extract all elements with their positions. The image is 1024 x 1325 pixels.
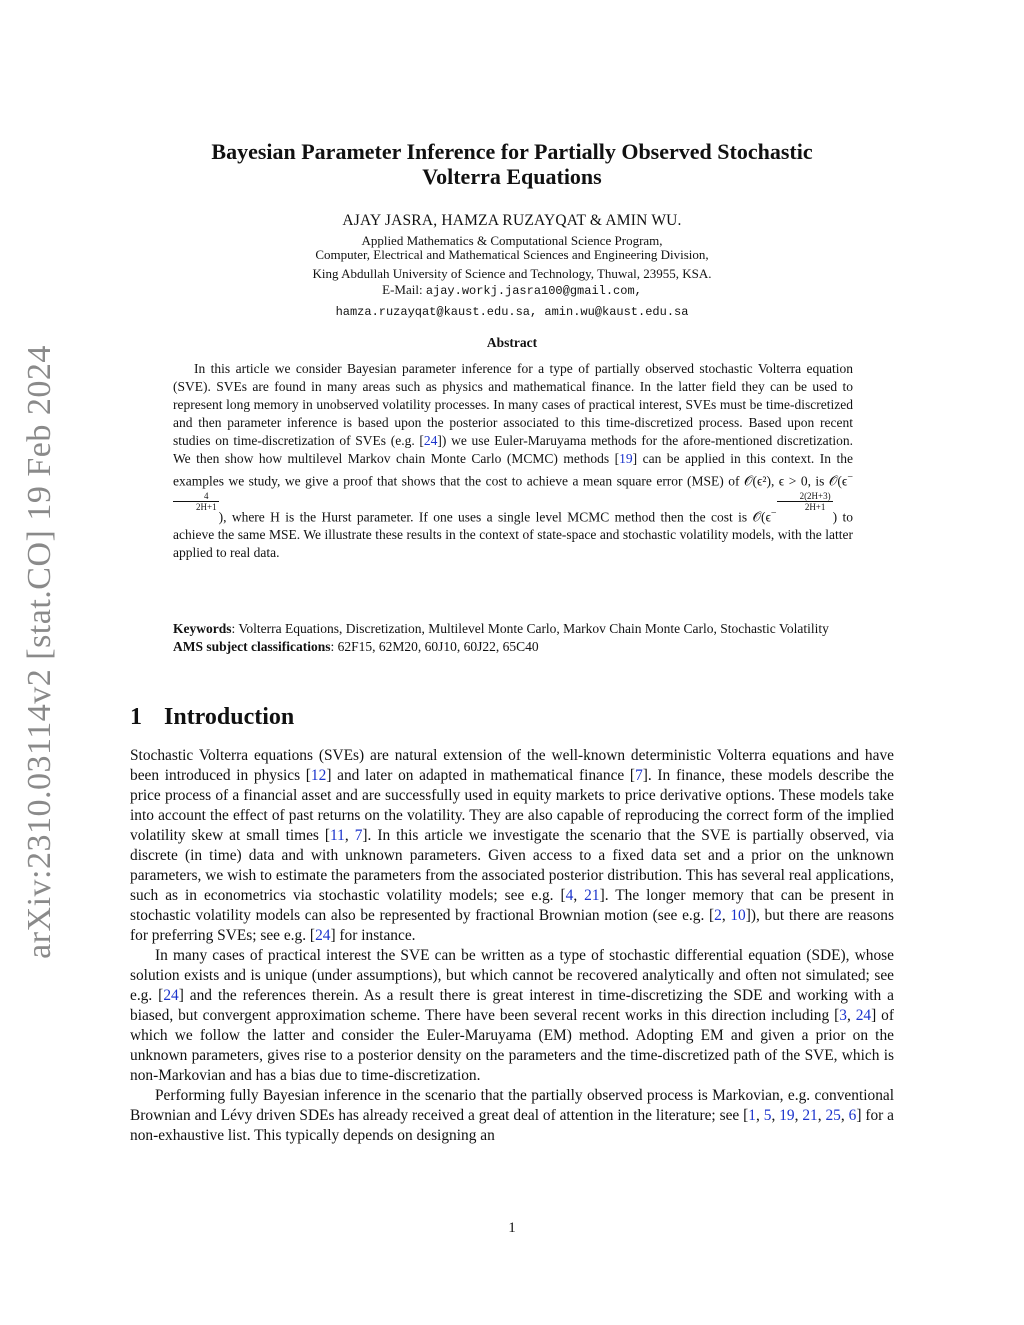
arxiv-stamp [10, 345, 70, 959]
email-label: E-Mail: [382, 282, 423, 297]
body-text: ] and later on adapted in mathematical finance [ [326, 767, 636, 784]
exponent-fraction [777, 491, 833, 512]
citation-link[interactable]: 25 [825, 1107, 841, 1124]
citation-link[interactable]: 24 [315, 927, 331, 944]
abstract-text: ]) we use Euler-Maruyama methods for the afore-mentioned discretization. We then show how multilevel Markov chain Monte Carlo (MCMC) methods [ [173, 433, 853, 466]
page-number: 1 [508, 1220, 516, 1236]
body-text: ] for a non-exhaustive list. This typically depends on designing an [130, 1107, 894, 1144]
citation-link[interactable]: 24 [423, 433, 438, 448]
citation-link[interactable]: 19 [779, 1107, 795, 1124]
keywords-text: : Volterra Equations, Discretization, Multilevel Monte Carlo, Markov Chain Monte Carlo, Stochastic Volatility [231, 621, 829, 636]
citation-link[interactable]: 11 [330, 827, 345, 844]
title-line-1: Bayesian Parameter Inference for Partially Observed Stochastic [211, 139, 813, 164]
citation-link[interactable]: 2 [714, 907, 722, 924]
fraction-numerator: 2(2H+3) [777, 491, 833, 502]
section-heading [130, 704, 294, 731]
ams-line [173, 638, 853, 656]
citation-link[interactable]: 4 [565, 887, 574, 904]
abstract-body: In this article we consider Bayesian parameter inference for a type of partially observed stochastic Volterra equation (SVE). SVEs are found in many areas such as physics and mathematical finance. In the latter field they can be used to represent long memory in unobserved volatility processes. In many cases of practical interest, SVEs must be time-discretized and then parameter inference is based upon the posterior associated to this time-discretized process. Based upon recent studies on time-discretization of SVEs (e.g. [24]) we use Euler-Maruyama methods for the afore-mentioned discretization. We then show how multilevel Markov chain Monte Carlo (MCMC) methods [19] can be applied in this context. In the examples we study, we give a proof that shows that the cost to achieve a mean square error (MSE) of 𝒪(ϵ²), ϵ > 0, is $𝒪(\epsilon^{- \frac{4}{2H+1}}$ ), where H is the Hurst parameter. If one uses a single level MCMC method then the cost is $𝒪(\epsilon^{- \frac{2(2H+3)}{2H+1}}$ ) to achieve the same MSE. We illustrate these results in the context of state-space and stochastic volatility models, with the latter applied to real data. [173, 361, 854, 560]
affiliation-line-3: King Abdullah University of Science and Technology, Thuwal, 23955, KSA. [312, 266, 712, 281]
citation-link[interactable]: 5 [763, 1107, 772, 1124]
abstract-text: ] can be applied in this context. In the examples we study, we give a proof that shows that the cost to achieve a mean square error (MSE) of 𝒪(ϵ²), ϵ > 0, is 𝒪(ϵ [173, 451, 853, 489]
paragraph: Performing fully Bayesian inference in the scenario that the partially observed process is Markovian, e.g. conventional Brownian and Lévy driven SDEs has already received a great deal of attention in the literature; see [1, 5, 19, 21, 25, 6] for a non-exhaustive list. This typically depends on designing an [130, 1087, 894, 1144]
fraction-denominator: 2H+1 [804, 501, 826, 512]
title-line-2: Volterra Equations [422, 164, 602, 189]
introduction-body [130, 746, 894, 1146]
keywords-line [173, 620, 853, 638]
paragraph: In many cases of practical interest the SVE can be written as a type of stochastic differential equation (SDE), whose solution exists and is unique (under assumptions), but which cannot be recovered analytically and often not simulated; see e.g. [24] and the references therein. As a result there is great interest in time-discretizing the SDE and working with a biased, but convergent approximation scheme. There have been several recent works in this direction including [3, 24] of which we follow the latter and consider the Euler-Maruyama (EM) method. Adopting EM and given a prior on the unknown parameters, gives rise to a posterior density on the parameters and the time-discretized path of the SVE, which is non-Markovian and has a bias due to time-discretization. [130, 947, 895, 1084]
citation-link[interactable]: 10 [730, 907, 746, 924]
body-text: ] and the references therein. As a result there is great interest in time-discretizing the SDE and working with a biased, but convergent approximation scheme. There have been several recent works in this direction including [ [130, 987, 895, 1024]
body-text: ] for instance. [330, 927, 416, 944]
body-text: Stochastic Volterra equations (SVEs) are natural extension of the well-known deterministic Volterra equations and have been introduced in physics [ [130, 747, 894, 784]
citation-link[interactable]: 1 [748, 1107, 756, 1124]
fraction-numerator: 4 [173, 491, 219, 502]
ams-label: AMS subject classifications [173, 639, 331, 654]
citation-link[interactable]: 24 [855, 1007, 872, 1024]
email-hamza-amin[interactable]: hamza.ruzayqat@kaust.edu.sa, amin.wu@kaust.edu.sa [335, 305, 689, 319]
citation-link[interactable]: 12 [310, 767, 327, 784]
body-text: ]. The longer memory that can be present in stochastic volatility models can also be represented by fractional Brownian motion (see e.g. [ [130, 887, 894, 924]
citation-link[interactable]: 7 [354, 827, 363, 844]
affiliation-line-2: Computer, Electrical and Mathematical Sciences and Engineering Division, [315, 247, 709, 262]
abstract-heading: Abstract [486, 335, 538, 350]
body-text: ] of which we follow the latter and consider the Euler-Maruyama (EM) method. Adopting EM and given a prior on the unknown parameters, gives rise to a posterior density on the parameters and the time-discretized path of the SVE, which is non-Markovian and has a bias due to time-discretization. [130, 1007, 894, 1084]
email-line-2 [130, 302, 894, 321]
citation-link[interactable]: 6 [848, 1107, 857, 1124]
citation-link[interactable]: 19 [619, 451, 633, 466]
ams-text: : 62F15, 62M20, 60J10, 60J22, 65C40 [330, 639, 539, 654]
abstract-text: ), where H is the Hurst parameter. If one uses a single level MCMC method then the cost is 𝒪(ϵ [218, 509, 771, 524]
keywords-block [173, 620, 853, 656]
paper-title [130, 139, 894, 189]
citation-link[interactable]: 7 [635, 767, 643, 784]
fraction-denominator: 2H+1 [196, 501, 217, 512]
abstract-text: In this article we consider Bayesian parameter inference for a type of partially observed stochastic Volterra equation (SVE). SVEs are found in many areas such as physics and mathematical finance. In the latter field they can be used to represent long memory in unobserved volatility processes. In many cases of practical interest, SVEs must be time-discretized and then parameter inference is based upon the posterior associated to this time-discretized process. Based upon recent studies on time-discretization of SVEs (e.g. [ [173, 361, 853, 448]
keywords-label: Keywords [173, 621, 232, 636]
paragraph: Stochastic Volterra equations (SVEs) are natural extension of the well-known deterministic Volterra equations and have been introduced in physics [12] and later on adapted in mathematical finance [7]. In finance, these models describe the price process of a financial asset and are successfully used in equity markets to price derivative options. These models take into account the effect of past returns on the volatility. They are also capable of reproducing the correct form of the implied volatility skew at small times [11, 7]. In this article we investigate the scenario that the SVE is partially observed, via discrete (in time) data and with unknown parameters. Given access to a fixed data set and a prior on the unknown parameters, we wish to estimate the parameters from the associated posterior distribution. This has several real applications, such as in econometrics via stochastic volatility models; see e.g. [4, 21]. The longer memory that can be present in stochastic volatility models can also be represented by fractional Brownian motion (see e.g. [2, 10]), but there are reasons for preferring SVEs; see e.g. [24] for instance. [130, 747, 895, 944]
email-ajay[interactable]: ajay.workj.jasra100@gmail.com, [425, 284, 642, 298]
email-line-1 [130, 281, 894, 300]
authors: AJAY JASRA, HAMZA RUZAYQAT & AMIN WU. [342, 212, 682, 229]
citation-link[interactable]: 24 [163, 987, 179, 1004]
body-text: In many cases of practical interest the SVE can be written as a type of stochastic differential equation (SDE), whose solution exists and is unique (under assumptions), but which cannot be recovered analytically and often not simulated; see e.g. [ [130, 947, 894, 1004]
body-text: ]. In this article we investigate the scenario that the SVE is partially observed, via discrete (in time) data and with unknown parameters. Given access to a fixed data set and a prior on the unknown parameters, we wish to estimate the parameters from the associated posterior distribution. This has several real applications, such as in econometrics via stochastic volatility models; see e.g. [ [130, 827, 894, 904]
citation-link[interactable]: 3 [839, 1007, 847, 1024]
citation-link[interactable]: 21 [584, 887, 600, 904]
body-text: ]. In finance, these models describe the price process of a financial asset and are successfully used in equity markets to price derivative options. These models take into account the effect of past returns on the volatility. They are also capable of reproducing the correct form of the implied volatility skew at small times [ [130, 767, 895, 844]
citation-link[interactable]: 21 [802, 1107, 818, 1124]
section-title: Introduction [164, 704, 295, 730]
affiliation-line-1: Applied Mathematics & Computational Science Program, [361, 233, 663, 248]
exponent-fraction [173, 491, 219, 512]
abstract-text: ) to achieve the same MSE. We illustrate these results in the context of state-space and stochastic volatility models, with the latter applied to real data. [173, 509, 854, 560]
body-text: ]), but there are reasons for preferring SVEs; see e.g. [ [130, 907, 894, 944]
section-number: 1 [130, 704, 142, 730]
arxiv-identifier[interactable]: arXiv:2310.03114v2 [stat.CO] 19 Feb 2024 [21, 345, 59, 959]
body-text: Performing fully Bayesian inference in the scenario that the partially observed process is Markovian, e.g. conventional Brownian and Lévy driven SDEs has already received a great deal of attention in the literature; see [ [130, 1087, 894, 1124]
